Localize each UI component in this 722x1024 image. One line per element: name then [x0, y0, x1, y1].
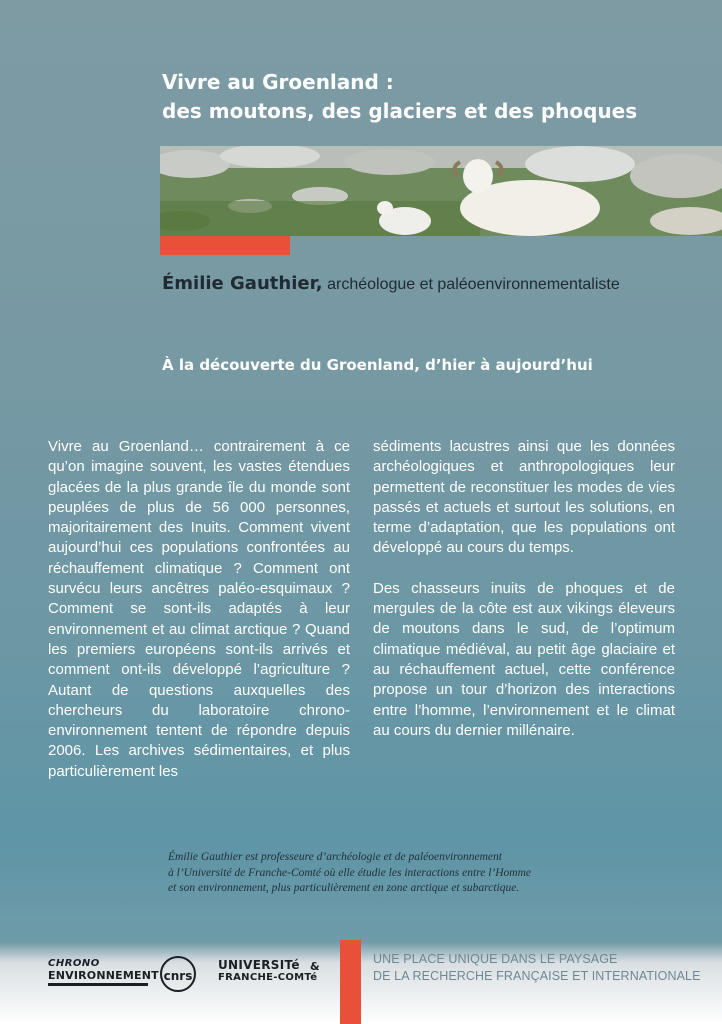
univ-logo-line-2: FRANCHE-COMTé — [218, 972, 318, 983]
bio-line-3: et son environnement, plus particulièrement en zone arctique et subarctique. — [168, 882, 520, 894]
body-paragraph-right-1: sédiments lacustres ainsi que les données archéologiques et anthropologiques leur permettent de reconstituer les modes de vies passés et actuels et surtout les solutions, en terme d’adaptation, que les populations ont développé au cours du temps. — [373, 438, 675, 557]
page-title — [162, 68, 702, 126]
univ-logo-line-1: UNIVERSITé — [218, 958, 300, 972]
cnrs-logo: cnrs — [160, 956, 196, 992]
body-column-right — [373, 437, 675, 761]
tagline-line-2: DE LA RECHERCHE FRANÇAISE ET INTERNATIONALE — [373, 969, 701, 983]
bio-line-1: Émilie Gauthier est professeure d’archéologie et de paléoenvironnement — [168, 851, 502, 863]
accent-bar — [160, 236, 290, 255]
chrono-logo-line-2: ENVIRONNEMENT — [48, 969, 148, 986]
author-role: archéologue et paléoenvironnementaliste — [327, 276, 620, 293]
author-line — [162, 273, 620, 294]
body-column-left — [48, 437, 350, 802]
univ-logo-ampersand: & — [310, 960, 320, 973]
sheep-photo — [160, 146, 722, 236]
footer-tagline — [373, 951, 701, 985]
chrono-environnement-logo — [48, 958, 159, 986]
title-line-1: Vivre au Groenland : — [162, 70, 394, 94]
section-subtitle: À la découverte du Groenland, d’hier à aujourd’hui — [162, 356, 593, 374]
title-line-2: des moutons, des glaciers et des phoques — [162, 99, 638, 123]
bio-line-2: à l’Université de Franche-Comté où elle étudie les interactions entre l’Homme — [168, 866, 532, 879]
sheep-on-rocks-icon — [160, 146, 722, 236]
body-paragraph-left: Vivre au Groenland… contrairement à ce qu’on imagine souvent, les vastes étendues glacées de la plus grande île du monde sont peuplées de plus de 56 000 personnes, majoritairement des Inuits. Comment vivent aujourd’hui ces populations confrontées au réchauffement climatique ? Comment ont survécu leurs ancêtres paléo-esquimaux ? Comment se sont-ils adaptés à leur environnement et au climat arctique ? Quand les premiers européens sont-ils arrivés et comment ont-ils développé l’agriculture ? Autant de questions auxquelles des chercheurs du laboratoire chrono-environnement tentent de répondre depuis 2006. Les archives sédimentaires, et plus particulièrement les — [48, 438, 350, 780]
author-name: Émilie Gauthier, — [162, 273, 323, 294]
chrono-logo-line-1: CHRONO — [48, 958, 100, 969]
author-bio — [168, 850, 638, 897]
body-paragraph-right-2: Des chasseurs inuits de phoques et de mergules de la côte est aux vikings éleveurs de moutons dans le sud, de l’optimum climatique médiéval, au petit âge glaciaire et au réchauffement actuel, cette conférence propose un tour d’horizon des interactions entre l’homme, l’environnement et le climat au cours du dernier millénaire. — [373, 579, 675, 739]
universite-franche-comte-logo — [218, 958, 320, 983]
tagline-line-1: UNE PLACE UNIQUE DANS LE PAYSAGE — [373, 952, 618, 966]
